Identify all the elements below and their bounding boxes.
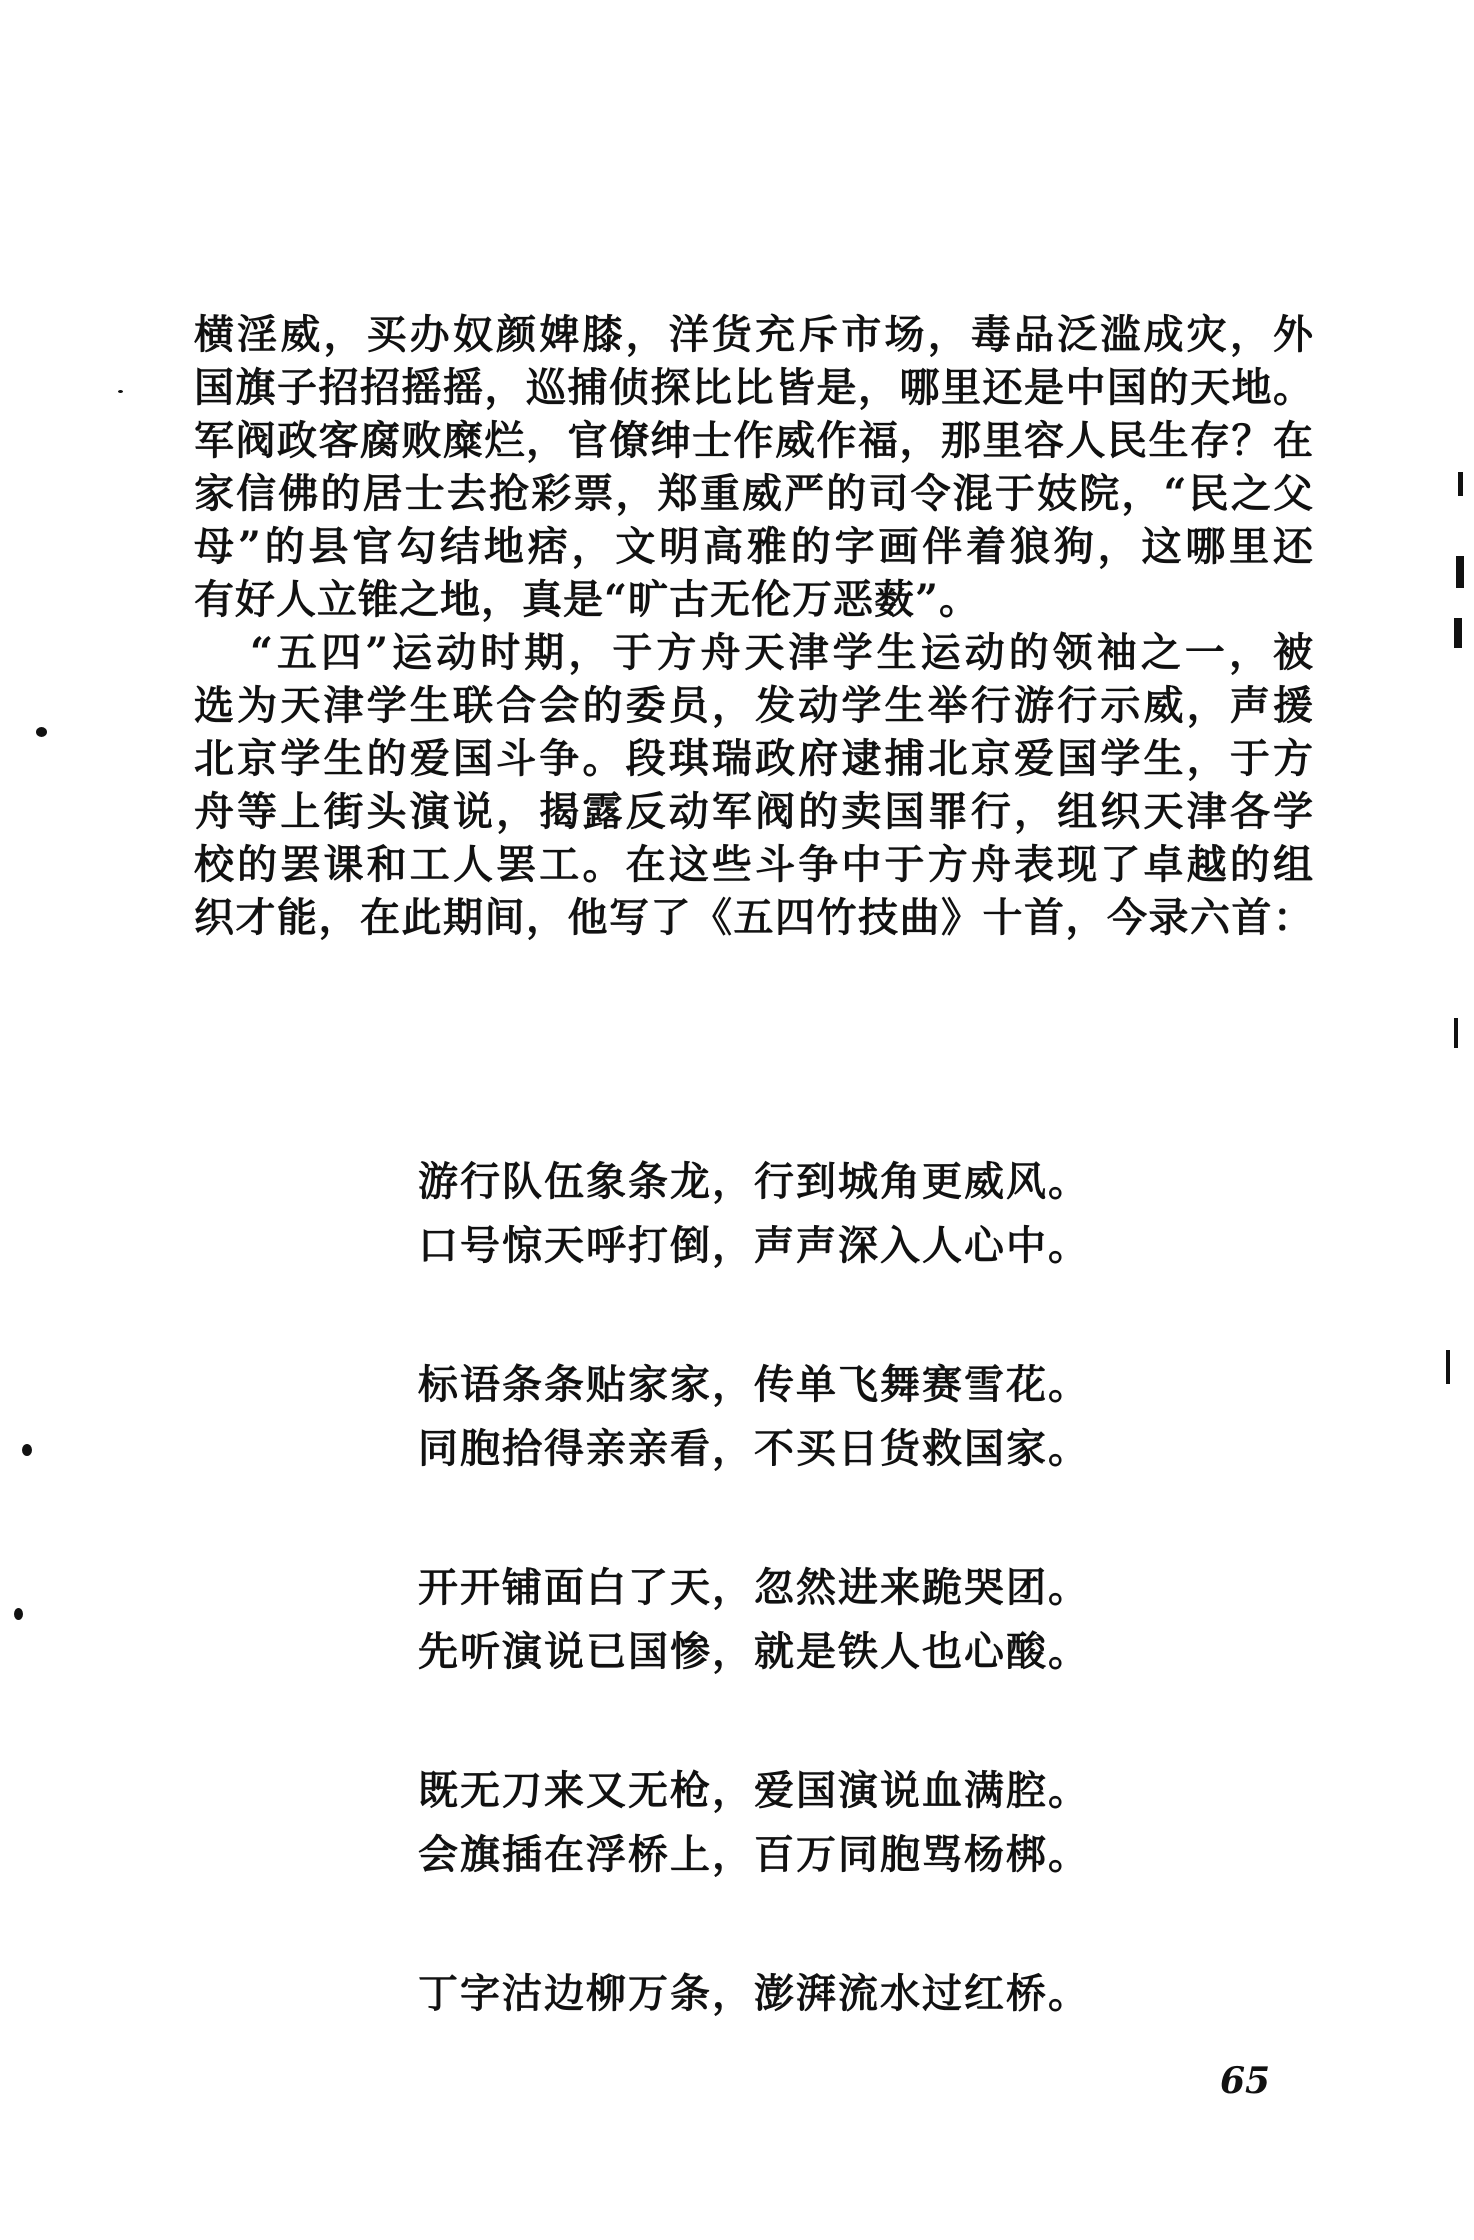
text-line: 舟等上街头演说，揭露反动军阀的卖国罪行，组织天津各学 (194, 788, 1314, 835)
poem-stanza (418, 1150, 1118, 1278)
text-line: 校的罢课和工人罢工。在这些斗争中于方舟表现了卓越的组 (194, 841, 1314, 888)
scan-speck (1456, 556, 1464, 588)
paragraph-first-line: “五四”运动时期，于方舟天津学生运动的领袖之一，被 (250, 629, 1314, 676)
page-number: 65 (1220, 2060, 1271, 2102)
text-line: 母”的县官勾结地痞，文明高雅的字画伴着狼狗，这哪里还 (194, 523, 1314, 570)
scan-speck (36, 727, 47, 737)
scan-speck (1454, 618, 1462, 648)
scan-speck (1446, 1350, 1450, 1384)
poem-verse: 先听演说已国惨，就是铁人也心酸。 (418, 1628, 1090, 1675)
poem-stanza (418, 1759, 1118, 1887)
poem-verse: 开开铺面白了天，忽然进来跪哭团。 (418, 1564, 1090, 1611)
text-line: 家信佛的居士去抢彩票，郑重威严的司令混于妓院，“民之父 (194, 470, 1314, 517)
poem-verse: 会旗插在浮桥上，百万同胞骂杨梆。 (418, 1831, 1090, 1878)
text-line: 北京学生的爱国斗争。段琪瑞政府逮捕北京爱国学生，于方 (194, 735, 1314, 782)
poem-verse: 同胞拾得亲亲看，不买日货救国家。 (418, 1425, 1090, 1472)
scan-speck (22, 1444, 32, 1456)
body-text (194, 308, 1314, 944)
poem-block (418, 1150, 1118, 2026)
poem-verse: 既无刀来又无枪，爱国演说血满腔。 (418, 1767, 1090, 1814)
poem-verse: 游行队伍象条龙，行到城角更威风。 (418, 1158, 1090, 1205)
scan-speck (14, 1608, 23, 1620)
poem-stanza (418, 1353, 1118, 1481)
poem-verse: 丁字沽边柳万条，澎湃流水过红桥。 (418, 1970, 1090, 2017)
text-line: 横淫威，买办奴颜婢膝，洋货充斥市场，毒品泛滥成灾，外 (194, 311, 1314, 358)
text-line: 有好人立锥之地，真是“旷古无伦万恶薮”。 (194, 576, 981, 623)
poem-stanza (418, 1556, 1118, 1684)
scan-speck (1454, 1018, 1458, 1048)
poem-verse: 口号惊天呼打倒，声声深入人心中。 (418, 1222, 1090, 1269)
text-line: 织才能，在此期间，他写了《五四竹技曲》十首，今录六首： (194, 894, 1314, 941)
text-line: 国旗子招招摇摇，巡捕侦探比比皆是，哪里还是中国的天地。 (194, 364, 1314, 411)
poem-verse: 标语条条贴家家，传单飞舞赛雪花。 (418, 1361, 1090, 1408)
scan-speck (1458, 472, 1463, 496)
poem-stanza (418, 1962, 1118, 2026)
text-line: 军阀政客腐败糜烂，官僚绅士作威作福，那里容人民生存？在 (194, 417, 1314, 464)
scan-speck (118, 390, 123, 393)
text-line: 选为天津学生联合会的委员，发动学生举行游行示威，声援 (194, 682, 1314, 729)
